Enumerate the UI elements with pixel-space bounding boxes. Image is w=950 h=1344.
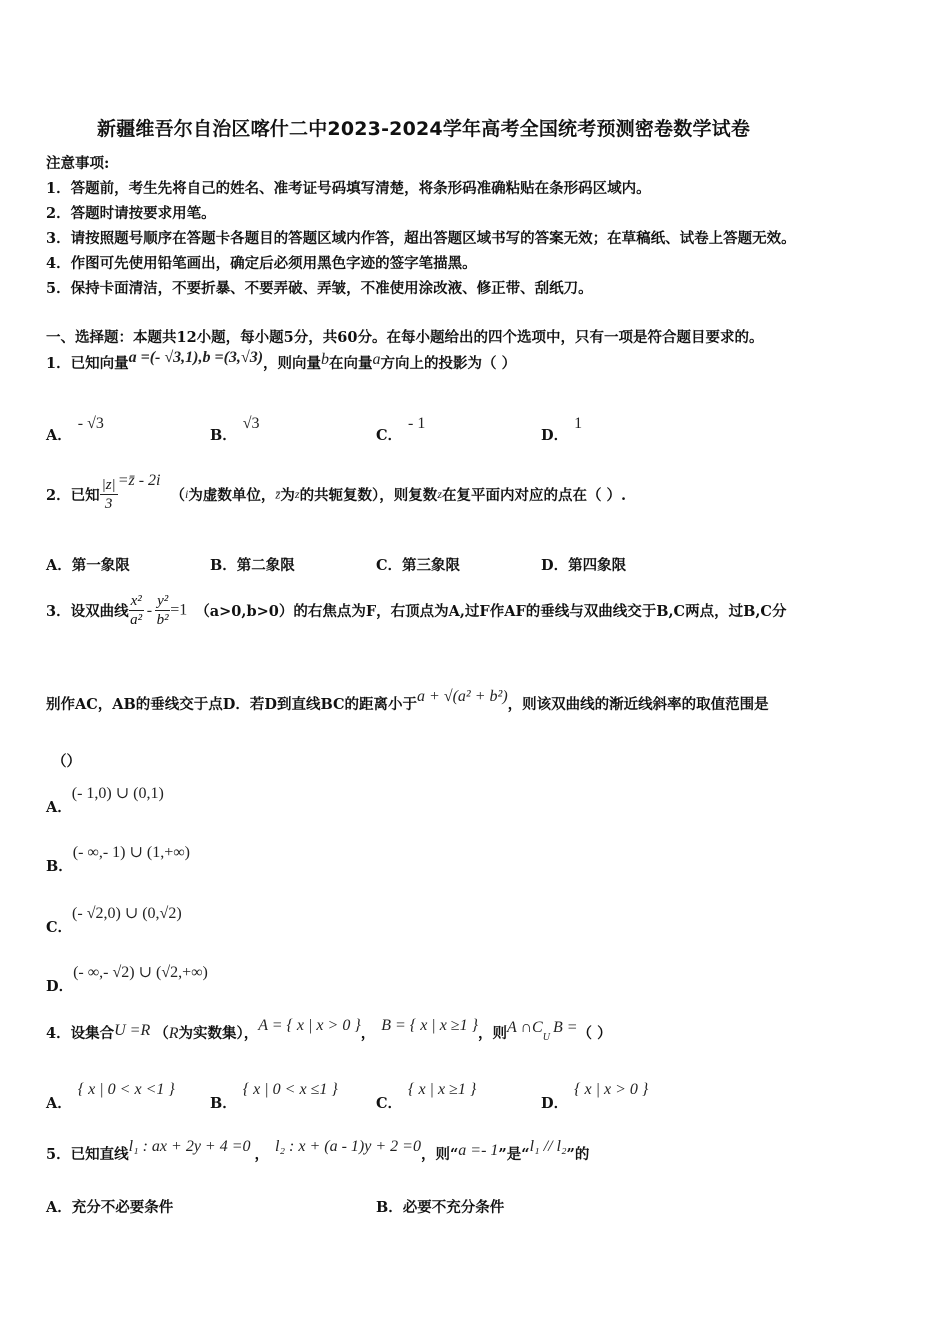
q2-text-2: 为 [280,487,295,504]
q1-text-mid2: 在向量 [329,355,373,372]
q2-zbar: z̄ [275,486,281,502]
notice-heading: 注意事项: [46,155,110,172]
q3-equals-one: =1 [170,601,188,619]
q1-option-a[interactable] [46,412,104,444]
q3-x-squared: x² [130,593,142,609]
q1-vectors-formula: a =(- √3,1),b =(3,√3) [128,349,264,366]
q2-equation-rhs: =z̄ - 2i [117,472,161,489]
q4-option-c[interactable] [376,1078,477,1112]
q4-text-1: （ [154,1025,169,1042]
option-value: 第三象限 [402,557,461,574]
notice-item-2: 2．答题时请按要求用笔。 [46,205,216,222]
option-value: - √3 [77,415,104,432]
q5-line-1: l₁ : ax + 2y + 4 =0 [128,1138,251,1155]
q4-r-symbol: R [168,1025,179,1042]
q5-line-2: l₂ : x + (a - 1)y + 2 =0 [275,1138,421,1155]
q3-option-b[interactable] [46,841,190,875]
option-label: D． [541,427,569,444]
option-label: C． [376,1095,403,1112]
q4-option-a[interactable] [46,1078,175,1112]
q3-y-squared: y² [157,593,169,609]
option-label: B． [46,858,73,875]
notice-item-3: 3．请按照题号顺序在答题卡各题目的答题区域内作答，超出答题区域书写的答案无效；在草稿纸、试卷上答题无效。 [46,230,796,247]
q2-text-4: 在复平面内对应的点在（ ）. [441,487,627,504]
q5-comma: ， [254,1146,270,1163]
q4-set-a: A = { x | x > 0 } [258,1017,361,1034]
q2-z-1: z [294,487,300,501]
question-3-line-1 [46,592,786,629]
q5-number-text: 5．已知直线 [46,1146,129,1163]
q2-text-3: 的共轭复数），则复数 [299,487,438,504]
q5-option-b[interactable] [376,1196,504,1217]
option-value: { x | 0 < x <1 } [77,1081,175,1098]
question-5 [46,1138,590,1164]
q1-text-mid: ，则向量 [263,355,322,372]
option-label: C． [376,557,403,574]
q4-set-b: B = { x | x ≥1 } [381,1017,478,1034]
option-value: 第四象限 [568,557,627,574]
option-label: A． [46,1199,72,1216]
q3-line1-text: （a>0,b>0）的右焦点为F，右顶点为A,过F作AF的垂线与双曲线交于B,C两点，过B,C分 [195,603,787,620]
option-value: - 1 [408,415,426,432]
q2-option-a[interactable] [46,554,130,575]
option-label: B． [210,427,237,444]
q3-option-c[interactable] [46,902,182,936]
notice-item-4: 4．作图可先使用铅笔画出，确定后必须用黑色字迹的签字笔描黑。 [46,255,477,272]
option-label: C． [46,919,73,936]
q3-b-squared: b² [156,612,169,628]
q2-paren: （ [170,487,185,504]
option-label: A． [46,799,72,816]
q4-option-d[interactable] [541,1078,649,1112]
notice-item-1: 1．答题前，考生先将自己的姓名、准考证号码填写清楚，将条形码准确粘贴在条形码区域内。 [46,180,651,197]
option-value: 第二象限 [236,557,295,574]
notice-item-5: 5．保持卡面清洁，不要折暴、不要弄破、弄皱，不准使用涂改液、修正带、刮纸刀。 [46,280,593,297]
section-heading: 一、选择题：本题共12小题，每小题5分，共60分。在每小题给出的四个选项中，只有一项是符合题目要求的。 [46,329,764,346]
option-label: C． [376,427,403,444]
q2-option-c[interactable] [376,554,460,575]
option-label: B． [210,1095,237,1112]
q2-option-b[interactable] [210,554,295,575]
option-label: D． [541,1095,569,1112]
q5-parallel: l₁ // l₂ [529,1138,567,1155]
option-label: A． [46,1095,72,1112]
q3-minus: - [146,601,153,619]
option-label: A． [46,427,72,444]
option-label: A． [46,557,72,574]
q4-expression-2: B = [552,1019,578,1036]
q2-fraction [100,476,118,513]
option-value: 充分不必要条件 [71,1199,174,1216]
option-label: B． [376,1199,403,1216]
option-label: D． [541,557,569,574]
q4-number-text: 4．设集合 [46,1025,115,1042]
q3-line2-text: 别作AC，AB的垂线交于点D．若D到直线BC的距离小于 [46,696,418,713]
q3-line2-post: ，则该双曲线的渐近线斜率的取值范围是 [507,696,769,713]
q2-option-d[interactable] [541,554,626,575]
question-4 [46,1017,612,1045]
q2-frac-den: 3 [104,496,113,512]
option-value: 必要不充分条件 [402,1199,505,1216]
q3-frac-x [129,592,144,629]
q1-number-text: 1．已知向量 [46,355,129,372]
q1-vector-b: b [321,351,330,368]
q4-text-2: 为实数集）， [178,1025,259,1042]
q4-expression: A ∩C [506,1019,543,1036]
q4-text-3: ，则 [477,1025,507,1042]
option-value: (- 1,0) ∪ (0,1) [71,785,164,802]
option-value: { x | x ≥1 } [408,1081,477,1098]
q5-text-1: ，则“ [420,1146,459,1163]
q5-text-2: ”是“ [498,1146,530,1163]
q3-distance-formula: a + √(a² + b²) [417,688,508,705]
q1-vector-a: a [372,351,381,368]
q2-text-1: 为虚数单位， [188,487,276,504]
option-value: 第一象限 [71,557,130,574]
option-value: (- √2,0) ∪ (0,√2) [72,905,182,922]
option-label: D． [46,978,74,995]
q3-option-d[interactable] [46,961,208,995]
q1-option-b[interactable] [210,412,260,444]
q3-a-squared: a² [130,612,143,628]
q5-text-3: ”的 [566,1146,590,1163]
question-3-line-2 [46,688,769,714]
q3-answer-blank: （） [52,753,81,770]
q3-option-a[interactable] [46,782,164,816]
option-value: { x | 0 < x ≤1 } [242,1081,338,1098]
q2-z-2: z [437,487,442,501]
q4-answer-blank: （ ） [577,1025,612,1042]
option-value: { x | x > 0 } [574,1081,649,1098]
q3-frac-y [155,592,170,629]
question-2 [46,472,626,513]
q1-option-c[interactable] [376,412,426,444]
option-value: 1 [574,415,583,432]
q1-text-post: 方向上的投影为（ ） [380,355,517,372]
option-label: B． [210,557,237,574]
q2-frac-num: |z| [101,477,116,493]
q5-option-a[interactable] [46,1196,173,1217]
q4-comma: ， [360,1025,376,1042]
option-value: (- ∞,- 1) ∪ (1,+∞) [72,844,190,861]
q2-number-text: 2．已知 [46,487,100,504]
option-value: √3 [242,415,260,432]
q4-subscript-u: U [542,1032,550,1044]
question-1 [46,349,517,373]
option-value: (- ∞,- √2) ∪ (√2,+∞) [73,964,208,981]
q4-option-b[interactable] [210,1078,338,1112]
q3-number-text: 3．设双曲线 [46,603,129,620]
q5-condition: a =- 1 [458,1142,499,1159]
q2-i-symbol: i [184,487,189,501]
page-title: 新疆维吾尔自治区喀什二中2023-2024学年高考全国统考预测密卷数学试卷 [97,118,751,140]
q1-option-d[interactable] [541,412,583,444]
q4-universal-set: U =R [114,1022,151,1039]
